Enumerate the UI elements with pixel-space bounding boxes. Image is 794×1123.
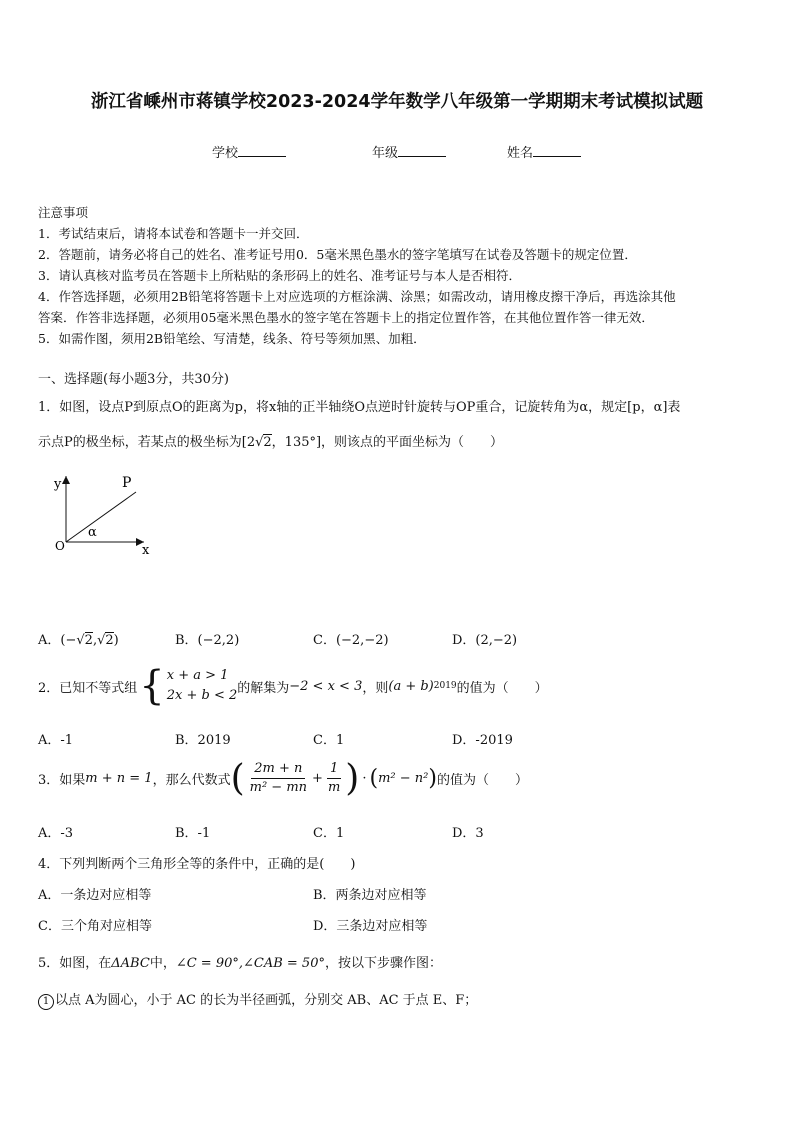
q2-option-a[interactable]: A．-1 <box>38 733 74 748</box>
q1-line2-b: ，135°]，则该点的平面坐标为（ ） <box>271 435 504 450</box>
q1-option-a-part: ) <box>113 633 119 648</box>
q5-suffix: ，按以下步骤作图： <box>324 956 442 971</box>
q3-stem <box>38 757 528 799</box>
q2-power: 2019 <box>433 681 457 691</box>
q5-prefix: 5．如图，在 <box>38 956 112 971</box>
q2-prefix: 2．已知不等式组 <box>38 680 138 696</box>
fig-label-p: P <box>122 475 132 491</box>
q1-option-a-part: 2 <box>84 633 93 648</box>
q2-option-b[interactable]: B．2019 <box>175 733 231 748</box>
name-blank[interactable] <box>533 144 581 157</box>
right-paren-symbol: ) <box>345 757 360 799</box>
q4-option-d[interactable]: D．三条边对应相等 <box>313 919 428 934</box>
page-title: 浙江省嵊州市蒋镇学校2023-2024学年数学八年级第一学期期末考试模拟试题 <box>90 92 704 112</box>
q1-option-a-part: 2 <box>105 633 114 648</box>
q1-option-a-part: , <box>92 633 98 648</box>
q4-option-c[interactable]: C．三个角对应相等 <box>38 919 152 934</box>
q2-system <box>167 666 238 706</box>
ray-op <box>66 492 136 542</box>
q3-option-d[interactable]: D．3 <box>452 826 484 841</box>
fig-label-y: y <box>54 477 62 492</box>
q3-cond: m + n = 1 <box>85 771 153 786</box>
section-heading: 一、选择题(每小题3分，共30分) <box>38 372 229 387</box>
q3-rhs: m² − n² <box>378 771 429 786</box>
note-item: 1．考试结束后，请将本试卷和答题卡一并交回． <box>38 226 309 241</box>
q1-line2 <box>38 431 503 450</box>
q3-f1-den: m² − mn <box>249 780 308 795</box>
q2-option-c[interactable]: C．1 <box>313 733 345 748</box>
q3-suffix: 的值为（ ） <box>436 773 528 788</box>
q2-suffix: 的值为（ ） <box>456 680 548 696</box>
q5-step-number: 1 <box>38 994 54 1010</box>
q2-option-d[interactable]: D．-2019 <box>452 733 513 748</box>
q3-fraction-2 <box>325 760 343 797</box>
school-label: 学校 <box>212 146 239 161</box>
q3-f1-num: 2m + n <box>251 760 305 779</box>
notes-heading: 注意事项 <box>38 205 89 220</box>
q5-angles: ∠C = 90°,∠CAB = 50° <box>175 956 325 971</box>
q5-triangle: ΔABC <box>111 956 150 971</box>
q2-ineq-2: 2x + b < 2 <box>166 688 238 703</box>
grade-field[interactable] <box>372 142 446 161</box>
q1-line1: 1．如图，设点P到原点O的距离为p，将x轴的正半轴绕O点逆时针旋转与OP重合，记旋转角为α，规定[p，α]表 <box>38 400 681 415</box>
q1-option-c[interactable]: C．(−2,−2) <box>313 633 389 648</box>
q3-dot: · <box>362 771 367 786</box>
grade-label: 年级 <box>372 146 399 161</box>
q5-step-1 <box>38 989 477 1010</box>
grade-blank[interactable] <box>398 144 446 157</box>
school-blank[interactable] <box>238 144 286 157</box>
q3-option-a[interactable]: A．-3 <box>38 826 74 841</box>
q1-sqrt-value: 2 <box>263 435 272 450</box>
q4-stem: 4．下列判断两个三角形全等的条件中，正确的是( ) <box>38 857 356 872</box>
left-paren-symbol: ( <box>230 757 245 799</box>
q1-option-b[interactable]: B．(−2,2) <box>175 633 240 648</box>
school-field[interactable] <box>212 142 286 161</box>
name-field[interactable] <box>507 142 581 161</box>
right-paren-symbol: ) <box>428 766 437 791</box>
q1-option-a-part: A．(− <box>38 633 77 648</box>
name-label: 姓名 <box>507 146 534 161</box>
q3-f2-num: 1 <box>327 760 341 779</box>
fig-label-o: O <box>55 539 65 553</box>
q3-mid: ，那么代数式 <box>152 773 231 788</box>
sqrt-symbol: √ <box>76 633 85 648</box>
q5-step-text: 以点 A为圆心，小于 AC 的长为半径画弧，分别交 AB、AC 于点 E、F； <box>55 993 478 1008</box>
note-item: 3．请认真核对监考员在答题卡上所粘贴的条形码上的姓名、准考证号与本人是否相符． <box>38 268 521 283</box>
note-item: 2．答题前，请务必将自己的姓名、准考证号用0．5毫米黑色墨水的签字笔填写在试卷及答题卡的规定位置． <box>38 247 637 262</box>
q3-prefix: 3．如果 <box>38 773 86 788</box>
q2-range: −2 < x < 3 <box>289 678 363 694</box>
q3-f2-den: m <box>327 780 341 795</box>
q3-option-c[interactable]: C．1 <box>313 826 345 841</box>
q1-polar-figure <box>44 470 174 562</box>
sqrt-symbol: √ <box>97 633 106 648</box>
fig-label-x: x <box>142 543 150 558</box>
q4-option-a[interactable]: A．一条边对应相等 <box>38 888 152 903</box>
note-item: 4．作答选择题，必须用2B铅笔将答题卡上对应选项的方框涂满、涂黑；如需改动，请用橡皮擦干净后，再选涂其他 <box>38 289 676 304</box>
q3-plus: + <box>312 771 323 786</box>
q2-mid: 的解集为 <box>237 680 290 696</box>
q1-line2-a: 示点P的极坐标，若某点的极坐标为[2 <box>38 435 256 450</box>
q2-expr: (a + b) <box>388 678 434 694</box>
q2-mid2: ，则 <box>362 680 389 696</box>
y-axis-arrow <box>62 476 70 484</box>
brace-symbol: { <box>139 663 165 709</box>
q2-ineq-1: x + a > 1 <box>166 668 229 683</box>
q2-stem <box>38 663 548 709</box>
q3-option-b[interactable]: B．-1 <box>175 826 211 841</box>
fig-label-alpha: α <box>88 525 97 540</box>
q3-fraction-1 <box>247 760 310 797</box>
note-item: 答案．作答非选择题，必须用05毫米黑色墨水的签字笔在答题卡上的指定位置作答，在其他位置作答一律无效． <box>38 310 654 325</box>
left-paren-symbol: ( <box>369 766 379 791</box>
q4-option-b[interactable]: B．两条边对应相等 <box>313 888 427 903</box>
q1-option-a[interactable] <box>38 629 119 648</box>
q5-stem <box>38 952 442 971</box>
note-item: 5．如需作图，须用2B铅笔绘、写清楚，线条、符号等须加黑、加粗． <box>38 331 426 346</box>
q5-mid: 中， <box>149 956 176 971</box>
q1-option-d[interactable]: D．(2,−2) <box>452 633 518 648</box>
sqrt-symbol: √ <box>255 435 264 450</box>
